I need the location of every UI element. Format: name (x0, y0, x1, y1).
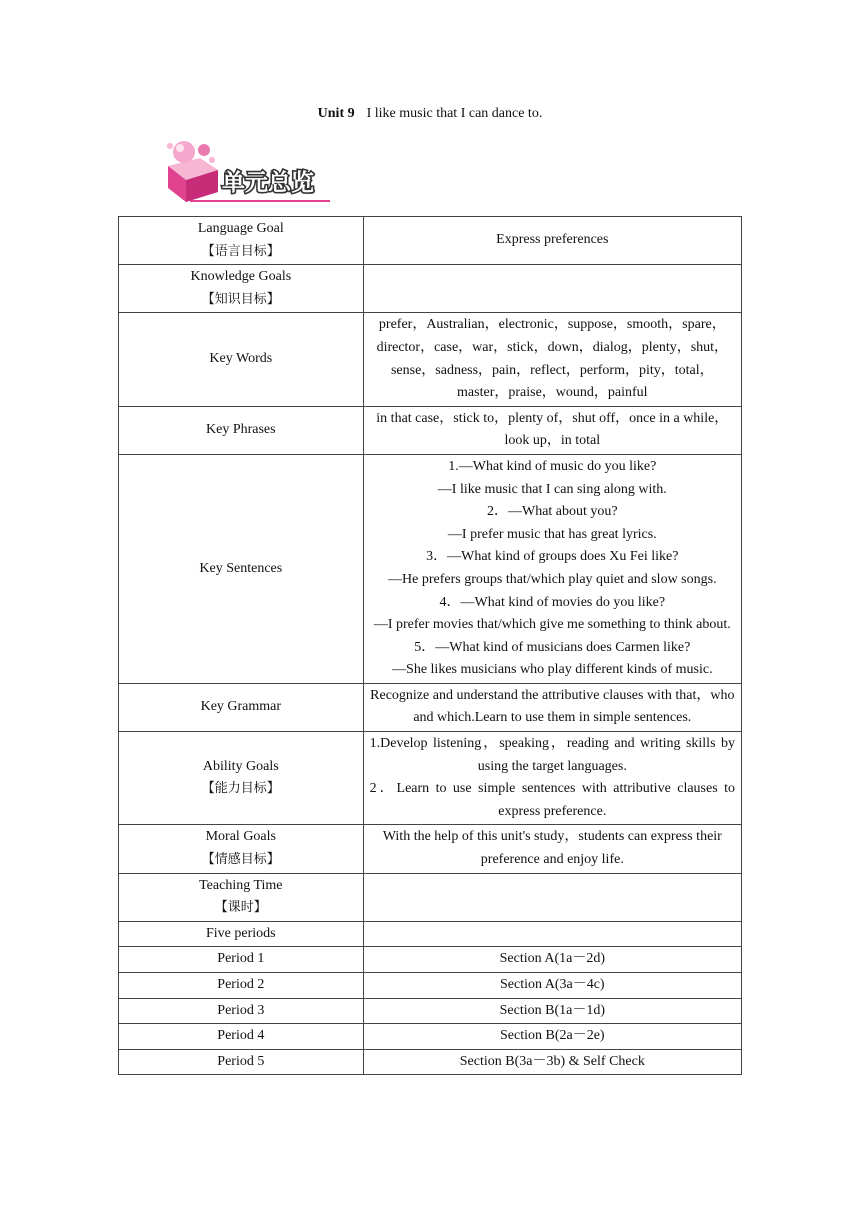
row-value (363, 921, 741, 947)
row-label: Key Grammar (119, 683, 364, 731)
table-row-period (119, 973, 742, 999)
label-zh: 【能力目标】 (201, 781, 280, 797)
label-en: Teaching Time (199, 877, 283, 893)
table-row-key-phrases (119, 406, 742, 454)
row-value: With the help of this unit's study，students can express their preference and enjoy life. (363, 825, 741, 873)
row-label: Five periods (119, 921, 364, 947)
sentence-line: 3．—What kind of groups does Xu Fei like? (426, 549, 679, 565)
label-en: Language Goal (197, 221, 284, 236)
banner-text: 单元总览 (222, 170, 314, 196)
table-row-period (119, 1049, 742, 1075)
row-label: Key Words (119, 313, 364, 406)
row-value (363, 732, 741, 825)
table-row-key-words (119, 313, 742, 406)
table-row-teaching-time (119, 873, 742, 921)
table-row-five-periods (119, 921, 742, 947)
table-row-key-grammar (119, 683, 742, 731)
row-value: prefer，Australian，electronic，suppose，smooth，spare，director，case，war，stick，down，dialog，plenty，shut，sense，sadness，pain，reflect，perform，pity，total，master，praise，wound，painful (363, 313, 741, 406)
table-row-moral-goals (119, 825, 742, 873)
period-label: Period 1 (119, 947, 364, 973)
table-row-knowledge-goals (119, 265, 742, 313)
table-row-language-goal (119, 217, 742, 265)
label-zh: 【知识目标】 (201, 291, 280, 307)
table-row-period (119, 1024, 742, 1050)
row-label (119, 825, 364, 873)
label-zh: 【课时】 (214, 900, 267, 916)
sentence-line: —I prefer music that has great lyrics. (447, 526, 657, 542)
sentence-line: —He prefers groups that/which play quiet and slow songs. (388, 571, 717, 587)
label-zh: 【情感目标】 (201, 852, 280, 868)
row-label: Key Sentences (119, 454, 364, 683)
row-value: in that case，stick to，plenty of，shut off，once in a while，look up，in total (363, 406, 741, 454)
period-value: Section B(1a－1d) (363, 998, 741, 1024)
sentence-line: —I like music that I can sing along with. (437, 481, 667, 497)
table-row-period (119, 998, 742, 1024)
page-title (0, 106, 860, 122)
row-value (363, 454, 741, 683)
period-value: Section B(2a－2e) (363, 1024, 741, 1050)
sentence-line: 5．—What kind of musicians does Carmen like? (414, 639, 691, 655)
period-value: Section B(3a－3b) & Self Check (363, 1049, 741, 1075)
row-label (119, 732, 364, 825)
unit-overview-banner (160, 136, 335, 208)
sentence-line: 2．—What about you? (486, 504, 618, 520)
unit-number: Unit 9 (317, 106, 355, 121)
row-value (363, 265, 741, 313)
table-row-period (119, 947, 742, 973)
row-value (363, 873, 741, 921)
label-zh: 【语言目标】 (201, 243, 280, 259)
ability-line: 2．Learn to use simple sentences with attributive clauses to express preference. (369, 781, 735, 819)
unit-plan-table (118, 216, 742, 1075)
period-label: Period 3 (119, 998, 364, 1024)
label-en: Moral Goals (205, 829, 276, 845)
gift-box-icon (160, 136, 335, 208)
row-label (119, 873, 364, 921)
sentence-line: —I prefer movies that/which give me something to think about. (373, 617, 731, 633)
period-value: Section A(3a－4c) (363, 973, 741, 999)
sentence-line: —She likes musicians who play different kinds of music. (392, 662, 713, 678)
row-value: Recognize and understand the attributive clauses with that，who and which.Learn to use them in simple sentences. (363, 683, 741, 731)
sentence-line: 4．—What kind of movies do you like? (439, 594, 666, 610)
row-label (119, 217, 364, 265)
table-row-ability-goals (119, 732, 742, 825)
table-row-key-sentences (119, 454, 742, 683)
period-value: Section A(1a－2d) (363, 947, 741, 973)
row-label: Key Phrases (119, 406, 364, 454)
unit-title: I like music that I can dance to. (366, 106, 543, 121)
row-value: Express preferences (363, 217, 741, 265)
sentence-line: 1.—What kind of music do you like? (448, 458, 657, 474)
label-en: Knowledge Goals (190, 269, 292, 285)
row-label (119, 265, 364, 313)
period-label: Period 4 (119, 1024, 364, 1050)
ability-line: 1.Develop listening，speaking，reading and writing skills by using the target languages. (369, 736, 735, 774)
period-label: Period 2 (119, 973, 364, 999)
label-en: Ability Goals (202, 758, 279, 774)
period-label: Period 5 (119, 1049, 364, 1075)
